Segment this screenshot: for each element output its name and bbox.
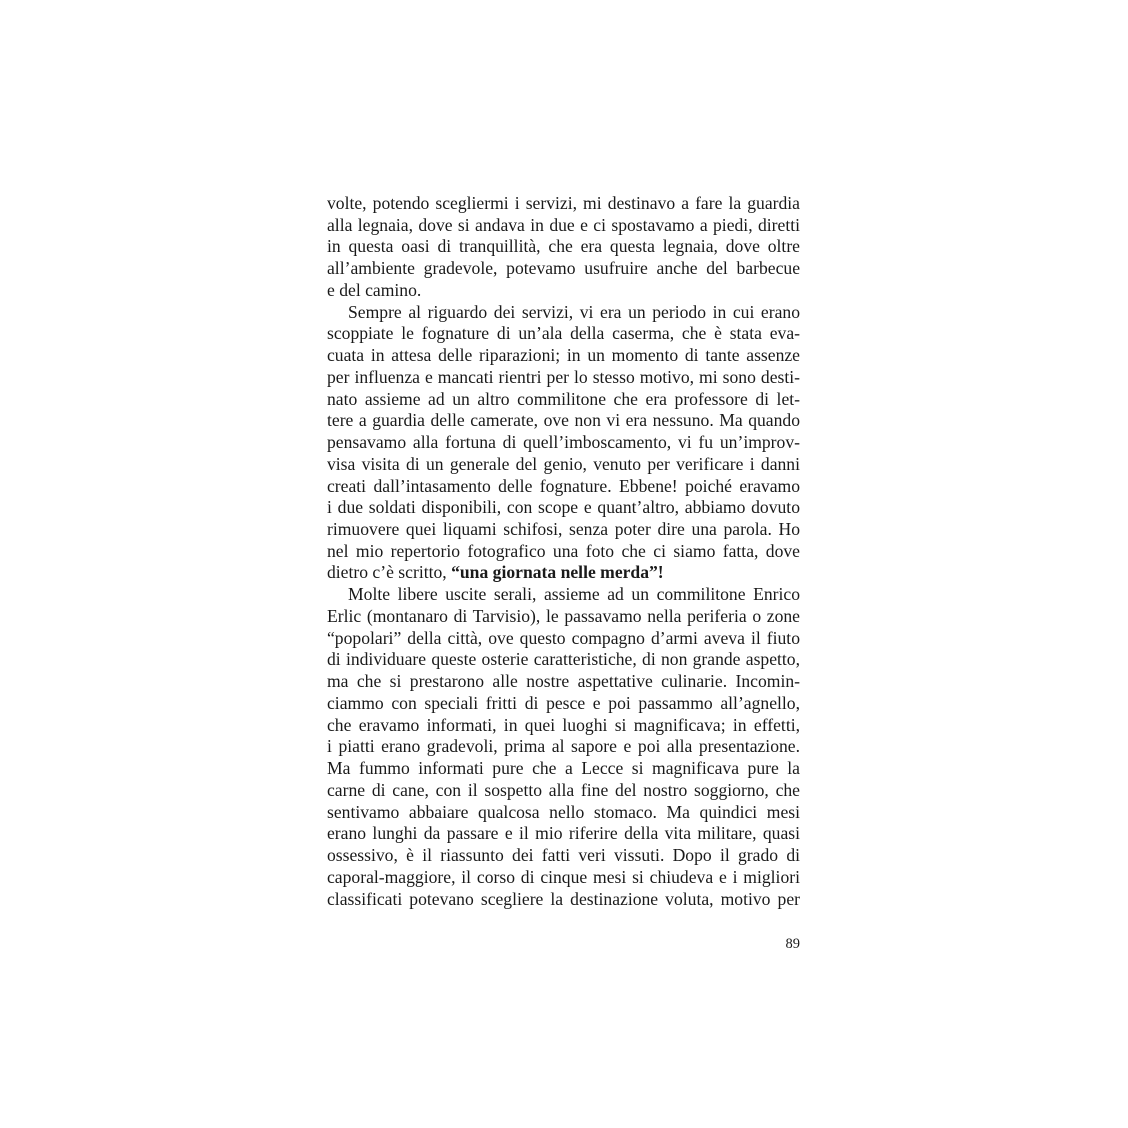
text-line-content: carne di cane, con il sospetto alla fine del nostro soggiorno, che	[327, 779, 800, 800]
text-line	[327, 584, 800, 606]
text-line-content: in questa oasi di tranquillità, che era questa legnaia, dove oltre	[327, 236, 800, 257]
text-line	[327, 845, 800, 867]
text-line	[327, 562, 800, 584]
text-line	[327, 889, 800, 911]
text-line-content: scoppiate le fognature di un’ala della caserma, che è stata eva-	[327, 323, 800, 344]
text-line	[327, 389, 800, 411]
text-line-content: i due soldati disponibili, con scope e quant’altro, abbiamo dovuto	[327, 497, 800, 518]
text-line	[327, 367, 800, 389]
text-line-content: all’ambiente gradevole, potevamo usufruire anche del barbecue	[327, 258, 800, 279]
text-line	[327, 410, 800, 432]
text-line	[327, 693, 800, 715]
text-line	[327, 497, 800, 519]
text-line	[327, 302, 800, 324]
text-line	[327, 236, 800, 258]
page-number: 89	[785, 936, 800, 952]
bold-emphasis: “una giornata nelle merda”!	[451, 562, 664, 583]
text-line-content: Ma fummo informati pure che a Lecce si magnificava pure la	[327, 758, 800, 779]
text-line	[327, 606, 800, 628]
text-line-content: Sempre al riguardo dei servizi, vi era un periodo in cui erano	[348, 301, 800, 322]
text-line-content: sentivamo abbaiare qualcosa nello stomaco. Ma quindici mesi	[327, 801, 800, 822]
text-line	[327, 280, 800, 302]
text-line-content: rimuovere quei liquami schifosi, senza poter dire una parola. Ho	[327, 519, 800, 540]
text-line	[327, 628, 800, 650]
text-line-content: ossessivo, è il riassunto dei fatti veri vissuti. Dopo il grado di	[327, 845, 800, 866]
text-line-content: Erlic (montanaro di Tarvisio), le passavamo nella periferia o zone	[327, 605, 800, 626]
text-line-content: i piatti erano gradevoli, prima al sapore e poi alla presentazione.	[327, 736, 800, 757]
text-line	[327, 867, 800, 889]
text-line-content: e del camino.	[327, 279, 422, 300]
text-line-content: volte, potendo scegliermi i servizi, mi destinavo a fare la guardia	[327, 193, 800, 213]
text-line-content: tere a guardia delle camerate, ove non vi era nessuno. Ma quando	[327, 410, 800, 431]
text-line	[327, 715, 800, 737]
text-line-content: alla legnaia, dove si andava in due e ci spostavamo a piedi, diretti	[327, 214, 800, 235]
text-line	[327, 519, 800, 541]
text-line	[327, 736, 800, 758]
text-line	[327, 476, 800, 498]
text-line	[327, 823, 800, 845]
text-line-content: che eravamo informati, in quei luoghi si magnificava; in effetti,	[327, 714, 800, 735]
text-line-content: ma che si prestarono alle nostre aspettative culinarie. Incomin-	[327, 671, 800, 692]
text-line-content: ciammo con speciali fritti di pesce e poi passammo all’agnello,	[327, 692, 800, 713]
text-line	[327, 541, 800, 563]
text-line-content: per influenza e mancati rientri per lo stesso motivo, mi sono desti-	[327, 366, 800, 387]
text-line-content: classificati potevano scegliere la destinazione voluta, motivo per	[327, 888, 800, 909]
text-line-content: di individuare queste osterie caratteristiche, di non grande aspetto,	[327, 649, 800, 670]
text-line	[327, 780, 800, 802]
text-line	[327, 454, 800, 476]
text-line-content: caporal-maggiore, il corso di cinque mesi si chiudeva e i migliori	[327, 866, 800, 887]
text-line	[327, 345, 800, 367]
text-line-content: creati dall’intasamento delle fognature. Ebbene! poiché eravamo	[327, 475, 800, 496]
text-line-content: nel mio repertorio fotografico una foto che ci siamo fatta, dove	[327, 540, 800, 561]
text-line	[327, 802, 800, 824]
text-line-content: dietro c’è scritto,	[327, 562, 452, 583]
text-line-content: visa visita di un generale del genio, venuto per verificare i danni	[327, 453, 800, 474]
text-line-content: cuata in attesa delle riparazioni; in un momento di tante assenze	[327, 345, 800, 366]
text-line	[327, 258, 800, 280]
body-text	[327, 193, 800, 910]
text-line-content: erano lunghi da passare e il mio riferire della vita militare, quasi	[327, 823, 800, 844]
text-line-content: nato assieme ad un altro commilitone che era professore di let-	[327, 388, 800, 409]
text-line-content: pensavamo alla fortuna di quell’imboscamento, vi fu un’improv-	[327, 432, 800, 453]
text-line	[327, 671, 800, 693]
text-line	[327, 649, 800, 671]
text-line	[327, 193, 800, 215]
text-line	[327, 215, 800, 237]
text-line-content: “popolari” della città, ove questo compagno d’armi aveva il fiuto	[327, 627, 800, 648]
text-line	[327, 323, 800, 345]
text-line	[327, 432, 800, 454]
text-line-content: Molte libere uscite serali, assieme ad un commilitone Enrico	[348, 584, 800, 605]
text-line	[327, 758, 800, 780]
